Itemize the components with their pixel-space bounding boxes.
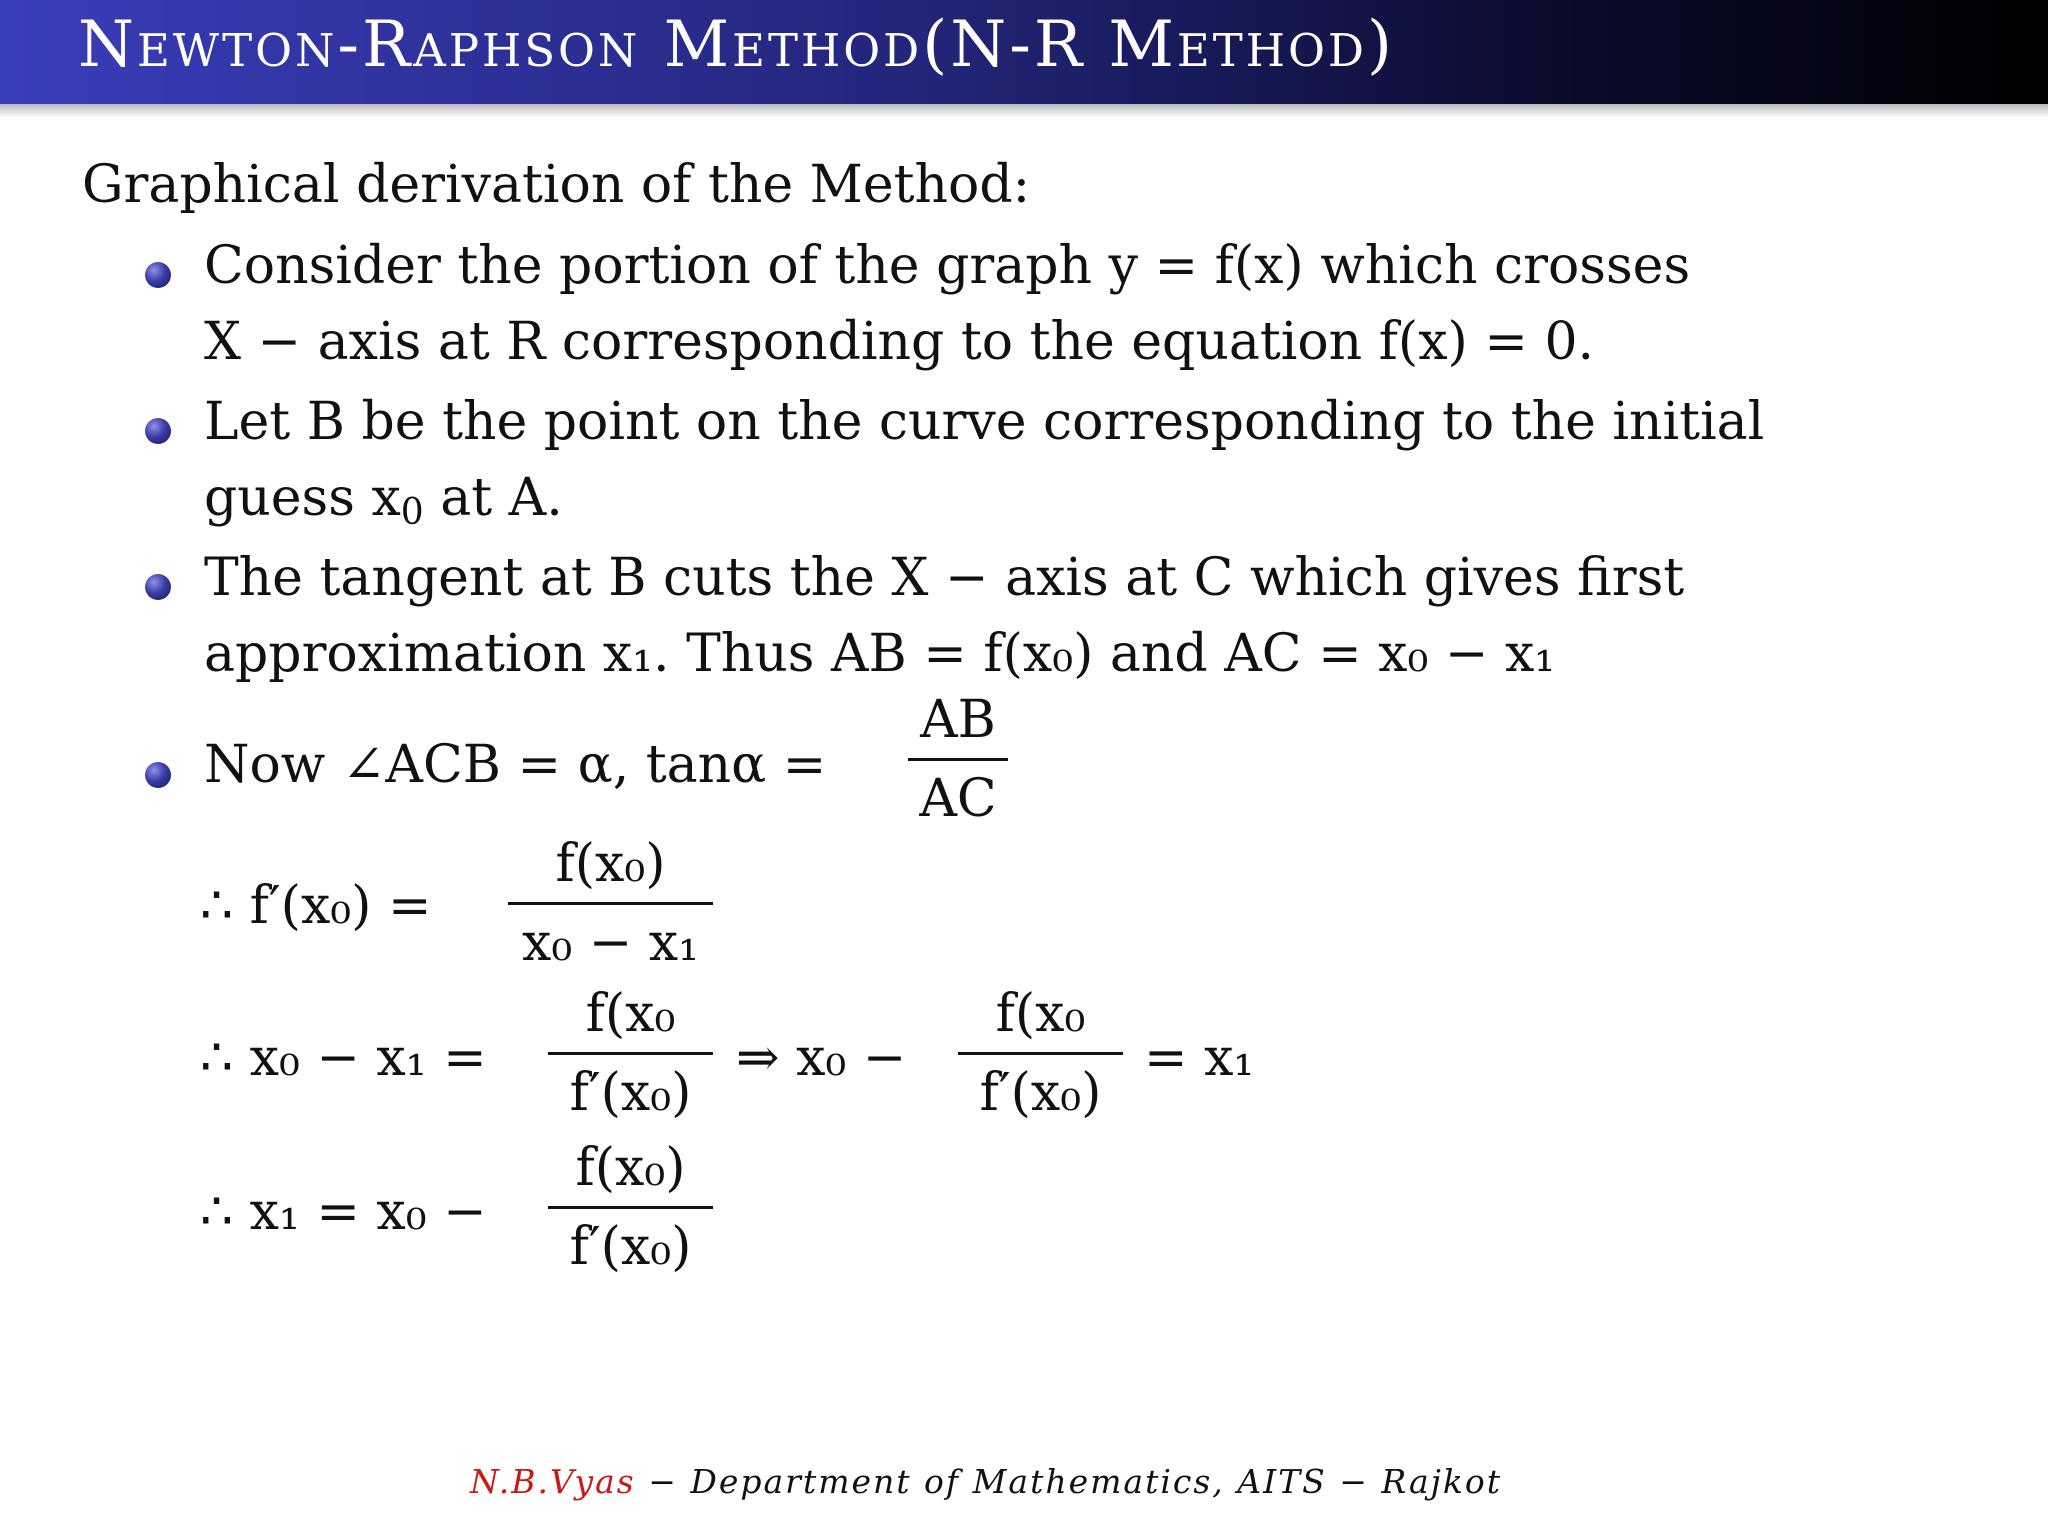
equation-1-fraction xyxy=(508,834,713,973)
bullet-2-subscript: 0 xyxy=(400,492,424,533)
footer-author: N.B.Vyas xyxy=(470,1462,636,1501)
fraction-ab-over-ac xyxy=(908,690,1008,829)
fraction-bar xyxy=(548,1206,713,1209)
equation-3-left: ∴ x₁ = x₀ − xyxy=(200,1182,487,1242)
fraction-numerator: f(x₀ xyxy=(995,984,1086,1044)
bullet-icon xyxy=(145,418,171,444)
equation-1-left: ∴ f′(x₀) = xyxy=(200,876,432,936)
equation-3-fraction xyxy=(548,1138,713,1277)
bullet-2-text-post: at A. xyxy=(423,468,563,528)
equation-2-right: = x₁ xyxy=(1144,1028,1255,1088)
bullet-icon xyxy=(145,574,171,600)
fraction-numerator: AB xyxy=(920,690,996,750)
slide-footer xyxy=(470,1462,1502,1501)
equation-2-middle: ⇒ x₀ − xyxy=(736,1028,907,1088)
bullet-icon xyxy=(145,262,171,288)
fraction-denominator: x₀ − x₁ xyxy=(522,913,699,973)
equation-2-fraction xyxy=(548,984,713,1123)
fraction-bar xyxy=(958,1052,1123,1055)
fraction-bar xyxy=(908,758,1008,761)
bullet-3-line-2: approximation x₁. Thus AB = f(x₀) and AC = x₀ − x₁ xyxy=(204,624,1556,684)
fraction-denominator: f′(x₀) xyxy=(569,1217,692,1277)
equation-2-left: ∴ x₀ − x₁ = xyxy=(200,1028,487,1088)
fraction-numerator: f(x₀) xyxy=(555,834,666,894)
section-heading: Graphical derivation of the Method: xyxy=(82,155,1031,215)
fraction-denominator: AC xyxy=(919,769,997,829)
bullet-2-line-2 xyxy=(204,468,563,533)
bullet-1-line-2: X − axis at R corresponding to the equation f(x) = 0. xyxy=(204,312,1595,372)
bullet-2-text-pre: guess x xyxy=(204,468,401,528)
bullet-2-line-1: Let B be the point on the curve corresponding to the initial xyxy=(204,392,1765,452)
fraction-numerator: f(x₀ xyxy=(585,984,676,1044)
footer-affiliation: − Department of Mathematics, AITS − Rajkot xyxy=(635,1462,1503,1501)
bullet-1-line-1: Consider the portion of the graph y = f(x) which crosses xyxy=(204,236,1691,296)
title-bar-shadow xyxy=(0,104,2048,118)
fraction-numerator: f(x₀) xyxy=(575,1138,686,1198)
fraction-denominator: f′(x₀) xyxy=(979,1063,1102,1123)
bullet-3-line-1: The tangent at B cuts the X − axis at C which gives first xyxy=(204,548,1685,608)
fraction-denominator: f′(x₀) xyxy=(569,1063,692,1123)
slide-title: Newton-Raphson Method(N-R Method) xyxy=(78,8,1395,82)
equation-2-fraction-2 xyxy=(958,984,1123,1123)
bullet-4-left: Now ∠ACB = α, tanα = xyxy=(204,735,827,795)
fraction-bar xyxy=(548,1052,713,1055)
fraction-bar xyxy=(508,902,713,905)
bullet-icon xyxy=(145,762,171,788)
